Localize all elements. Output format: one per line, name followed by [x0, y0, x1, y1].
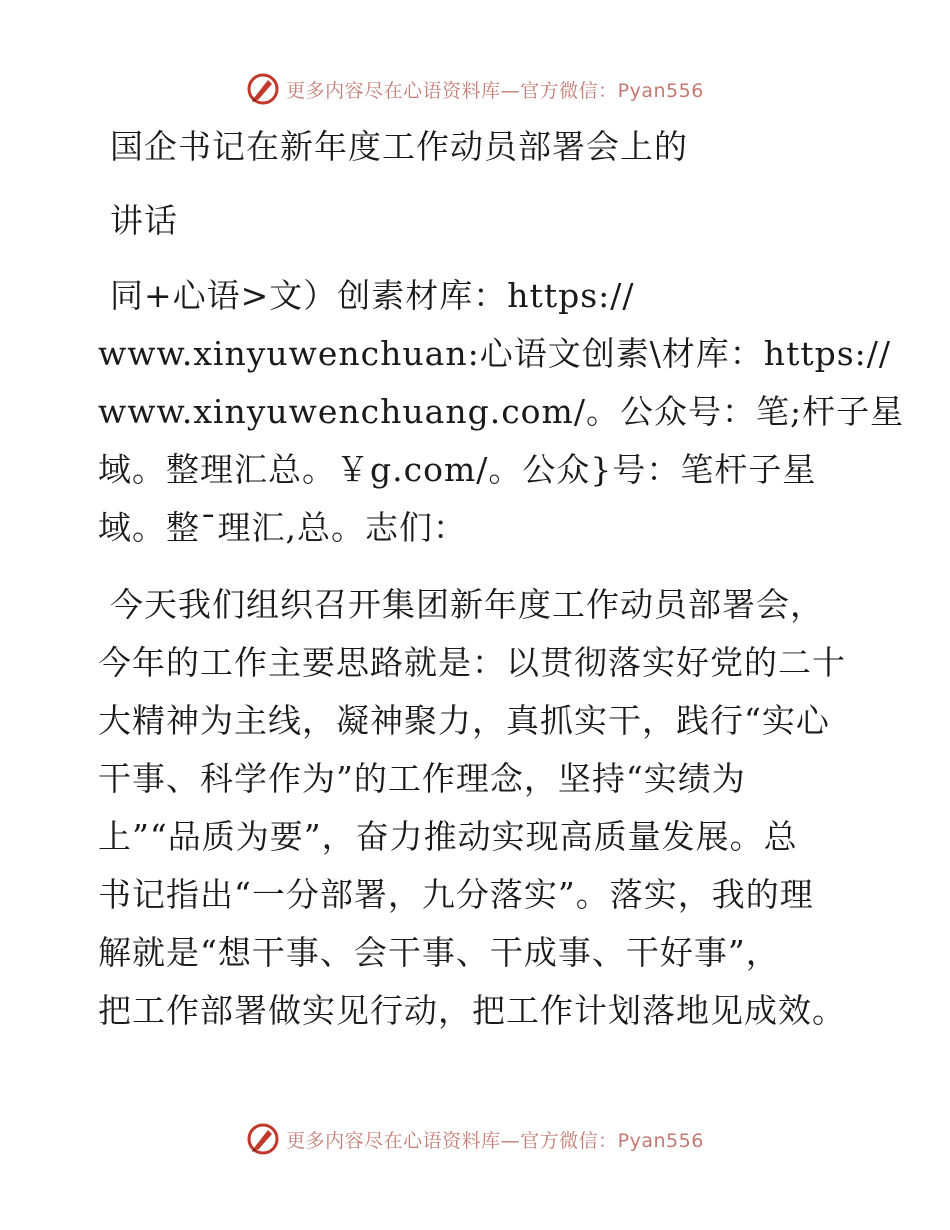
watermark-text: 更多内容尽在心语资料库—官方微信：Pyan556 — [286, 79, 704, 102]
document-title-line-1: 国企书记在新年度工作动员部署会上的 — [110, 127, 688, 166]
preamble-line: www.xinyuwenchuang.com/。公众号：笔;杆子星 — [98, 392, 905, 431]
header-watermark — [0, 72, 950, 106]
preamble-line: www.xinyuwenchuan:心语文创素\材库：https:// — [98, 334, 892, 373]
pen-logo-icon — [246, 72, 280, 106]
preamble-line: 同+心语>文）创素材库：https:// — [110, 276, 635, 315]
watermark-text: 更多内容尽在心语资料库—官方微信：Pyan556 — [286, 1129, 704, 1152]
body-line: 解就是“想干事、会干事、干成事、干好事”， — [98, 933, 780, 972]
document-title-line-2: 讲话 — [110, 201, 178, 240]
body-line: 大精神为主线，凝神聚力，真抓实干，践行“实心 — [98, 701, 830, 740]
body-line: 把工作部署做实见行动，把工作计划落地见成效。 — [98, 991, 846, 1030]
body-line: 上”“品质为要”，奋力推动实现高质量发展。总 — [98, 817, 798, 856]
body-line: 干事、科学作为”的工作理念，坚持“实绩为 — [98, 759, 746, 798]
body-line: 书记指出“一分部署，九分落实”。落实，我的理 — [98, 875, 814, 914]
body-line: 今天我们组织召开集团新年度工作动员部署会， — [110, 585, 824, 624]
body-line: 今年的工作主要思路就是：以贯彻落实好党的二十 — [98, 643, 846, 682]
pen-logo-icon — [246, 1122, 280, 1156]
footer-watermark — [0, 1122, 950, 1156]
preamble-line: 域。整¯理汇,总。志们： — [98, 508, 467, 547]
preamble-line: 域。整理汇总。￥g.com/。公众}号：笔杆子星 — [98, 450, 817, 489]
